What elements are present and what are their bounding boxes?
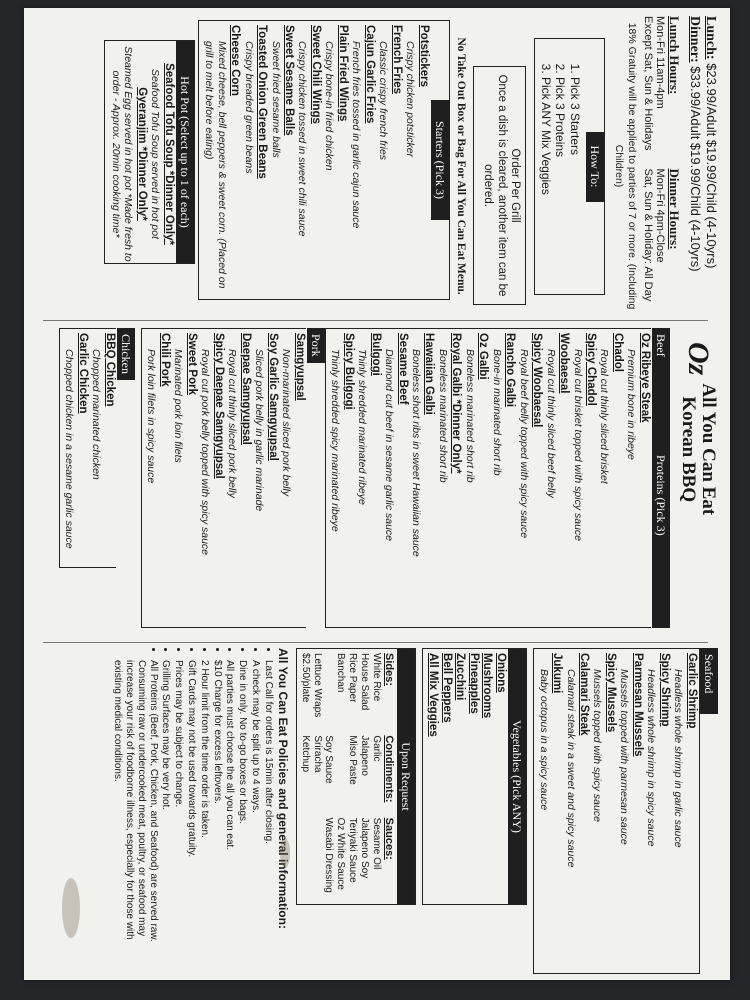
beef-item bbox=[410, 333, 436, 627]
pork-list bbox=[141, 328, 306, 628]
policy-item: • A check may be split up to 4 ways. bbox=[249, 660, 261, 974]
title-line-2: Korean BBQ bbox=[678, 396, 700, 503]
condiment-cell: Miso Paste bbox=[346, 735, 358, 785]
proteins-title: Proteins (Pick 3) bbox=[652, 363, 670, 628]
pork-desc: Royal cut thinly sliced pork belly bbox=[226, 349, 239, 498]
starter-name: Cajun Garlic Fries bbox=[363, 25, 376, 124]
condiment-cell bbox=[334, 735, 346, 817]
pork-name: Soy Garlic Samgyupsal bbox=[266, 333, 279, 461]
beef-name: Oz Ribeye Steak bbox=[638, 333, 651, 423]
vegetable-item: Zucchini bbox=[454, 653, 467, 701]
seafood-desc: Headless whole shrimp in garlic sauce bbox=[672, 669, 685, 848]
side-cell: Rice Paper bbox=[346, 653, 358, 703]
policy-item: • Last Call for orders is 15min after closing. bbox=[262, 660, 274, 974]
beef-name: Spicy Woobaesal bbox=[531, 333, 544, 428]
starter-item bbox=[350, 25, 376, 299]
how-to-step: 1. Pick 3 Starters bbox=[567, 77, 581, 294]
pork-desc: Pork loin filets in spicy sauce bbox=[145, 349, 158, 484]
starter-item bbox=[242, 25, 268, 299]
seafood-label: Seafood bbox=[700, 648, 718, 714]
seafood-name: Parmesan Mussels bbox=[631, 653, 644, 757]
seafood-name: Garlic Shrimp bbox=[685, 653, 698, 729]
beef-item bbox=[598, 333, 624, 627]
starter-name: French Fries bbox=[390, 25, 403, 95]
vegetables-box bbox=[422, 648, 528, 905]
right-column bbox=[110, 648, 718, 974]
weekend-hours: Sat, Sun & Holiday: All Day bbox=[641, 168, 654, 302]
beef-desc: Bone-in marinated short rib bbox=[490, 349, 503, 476]
chicken-label: Chicken bbox=[117, 328, 135, 380]
starter-name: Sweet Sesame Balls bbox=[283, 25, 296, 136]
how-to-steps bbox=[539, 39, 581, 294]
restaurant-title bbox=[678, 383, 718, 515]
beef-name: Spicy Bulgogi bbox=[342, 333, 355, 410]
starter-desc: Crispy chicken potsticker bbox=[404, 41, 417, 158]
beef-desc: Royal beef belly topped with spicy sauce bbox=[517, 349, 530, 539]
column-divider bbox=[43, 320, 708, 321]
beef-desc: Thinly shredded spicy marinated ribeye bbox=[329, 349, 342, 532]
seafood-name: Spicy Shrimp bbox=[658, 653, 671, 727]
how-to-step: 2. Pick 3 Proteins bbox=[553, 77, 567, 294]
beef-item bbox=[329, 333, 355, 627]
side-cell: Banchan bbox=[335, 653, 347, 693]
pork-desc: Marinated pork loin filets bbox=[172, 349, 185, 463]
seafood-item bbox=[672, 653, 698, 973]
lunch-label: Lunch: bbox=[703, 16, 718, 60]
dinner-prices: $33.99/Adult $19.99/Child (4-10yrs) bbox=[687, 66, 703, 272]
menu-paper bbox=[24, 8, 730, 980]
vegetable-item: Pineapples bbox=[467, 653, 480, 714]
gratuity-note: 18% Gratuity will be applied to parties of 7 or more. (Including Children) bbox=[613, 22, 638, 310]
sauce-cell: Sesame Oil bbox=[370, 817, 382, 870]
side-cell: House Salad bbox=[358, 653, 370, 711]
starter-name: Plain Fried Wings bbox=[336, 25, 349, 122]
policy-item: • Grilling Surfaces may be very hot. bbox=[160, 660, 172, 974]
policy-item: • $10 Charge for excess leftovers. bbox=[211, 660, 223, 974]
seafood-list bbox=[533, 648, 700, 974]
dinner-label: Dinner: bbox=[686, 16, 702, 63]
dinner-hours-title: Dinner Hours: bbox=[666, 168, 682, 250]
beef-item bbox=[517, 333, 543, 627]
starter-name: Potstickers bbox=[417, 25, 430, 88]
beef-label: Beef bbox=[652, 328, 670, 363]
policy-item: • All parties must choose the all you can eat. bbox=[224, 660, 236, 974]
beef-item bbox=[490, 333, 516, 627]
condiment-cell: Soy Sauce bbox=[323, 735, 335, 784]
lunch-hours-title: Lunch Hours: bbox=[666, 16, 682, 95]
chicken-header bbox=[117, 328, 135, 568]
column-divider bbox=[43, 642, 708, 643]
vegetable-item: Mushrooms bbox=[481, 653, 494, 719]
condiment-cell: Garlic bbox=[370, 735, 382, 762]
proteins-header bbox=[652, 328, 670, 628]
pork-item bbox=[226, 333, 252, 627]
vegetable-item: All Mix Veggies bbox=[427, 653, 440, 737]
vegetable-item: Onions bbox=[495, 653, 508, 693]
how-to-box bbox=[534, 38, 605, 295]
condiment-cell: Jalapeno bbox=[358, 735, 370, 776]
beef-desc: Boneless marinated short rib bbox=[436, 349, 449, 483]
left-column bbox=[104, 16, 718, 316]
condiments-header: Condiments: bbox=[382, 735, 395, 803]
starter-desc: Sweet fried sesame balls bbox=[269, 41, 282, 158]
pork-item bbox=[253, 333, 279, 627]
dinner-hours-time: Mon-Fri 4pm-Close bbox=[654, 168, 667, 263]
seafood-desc: Mussels topped with parmesan sauce bbox=[618, 669, 631, 845]
beef-desc: Boneless short ribs in sweet Hawaiian sauce bbox=[409, 349, 422, 557]
pork-item bbox=[199, 333, 225, 627]
beef-name: Woobaesal bbox=[558, 333, 571, 394]
seafood-desc: Baby octopus in a spicy sauce bbox=[537, 669, 550, 811]
beef-desc: Diamond cut beef in sesame garlic sauce bbox=[382, 349, 395, 542]
dinner-price bbox=[686, 16, 702, 316]
vegetables-list bbox=[423, 653, 507, 904]
lunch-hours-time: Mon-Fri 11am-4pm bbox=[654, 16, 667, 109]
seafood-item bbox=[618, 653, 644, 973]
pork-name: Spicy Daepae Samgyupsal bbox=[212, 333, 225, 479]
starter-item bbox=[404, 25, 430, 299]
starter-desc: Mixed cheese, bell peppers & sweet corn. (Placed on grill to melt before eating) bbox=[203, 41, 228, 289]
beef-name: Hawaiian Galbi bbox=[423, 333, 436, 415]
starter-item bbox=[203, 25, 241, 299]
seafood-name: Spicy Mussels bbox=[605, 653, 618, 733]
policies-list bbox=[111, 648, 273, 974]
sauce-cell: Oz White Sauce bbox=[335, 817, 347, 890]
hotpot-item bbox=[149, 45, 175, 263]
side-cell bbox=[323, 653, 335, 735]
no-takeout-note: No Take Out Box or Bag For All You Can Eat Menu. bbox=[455, 37, 468, 295]
policy-item: • All Proteins (Beef, Pork, Chicken, and Seafood) are served raw. Consuming raw or undercooked meat, poultry, or seafood may increase your risk of foodborne illness, especially for those with existing medical conditions. bbox=[111, 660, 158, 974]
starter-name: Sweet Chili Wings bbox=[310, 25, 323, 124]
policies-title: All You Can Eat Policies and general information: bbox=[275, 648, 290, 929]
upon-request-title: Upon Request bbox=[397, 649, 415, 904]
paper-stain bbox=[62, 878, 80, 938]
lunch-hours-except: Except Sat, Sun & Holidays bbox=[641, 16, 654, 151]
beef-name: Royal Galbi *Dinner Only* bbox=[450, 333, 463, 474]
chicken-list bbox=[59, 328, 116, 568]
sauce-cell: Wasabi Dressing bbox=[323, 817, 335, 893]
beef-desc: Premium bone in ribeye bbox=[625, 349, 638, 460]
vegetable-item: Bell Peppers bbox=[440, 653, 453, 723]
starter-desc: Crispy breaded green beans bbox=[242, 41, 255, 174]
hours bbox=[641, 16, 682, 316]
starter-desc: Crispy bone-in fried chicken bbox=[323, 41, 336, 171]
sauce-cell: Jalapeno Soy bbox=[358, 817, 370, 879]
starter-desc: French fries tossed in garlic cajun sauce bbox=[350, 41, 363, 229]
starters-title: Starters (Pick 3) bbox=[431, 100, 449, 220]
starters-box bbox=[198, 20, 450, 300]
chicken-desc: Chopped chicken in a sesame garlic sauce bbox=[63, 349, 76, 549]
policy-item: • Dine in only. No to-go boxes or bags. bbox=[236, 660, 248, 974]
seafood-desc: Mussels topped with spicy sauce bbox=[591, 669, 604, 822]
seafood-desc: Headless whole shrimp in spicy sauce bbox=[645, 669, 658, 847]
beef-desc: Boneless marinated short rib bbox=[463, 349, 476, 483]
pork-name: Sweet Pork bbox=[185, 333, 198, 395]
side-cell: Lettuce Wraps bbox=[311, 653, 323, 718]
starter-item bbox=[296, 25, 322, 299]
condiment-cell: Sriracha bbox=[311, 735, 323, 773]
starter-item bbox=[377, 25, 403, 299]
pork-item bbox=[145, 333, 171, 627]
hotpot-title: Hot Pot (Select up to 1 of each) bbox=[176, 41, 194, 263]
pork-desc: Non-marinated sliced pork belly bbox=[280, 349, 292, 497]
order-box bbox=[473, 66, 526, 305]
beef-name: Oz Galbi bbox=[477, 333, 490, 380]
starter-desc: Crispy chicken tossed in sweet chili sauce bbox=[296, 41, 309, 237]
upon-request-table bbox=[297, 649, 397, 904]
sauce-cell: Teriyaki Sauce bbox=[346, 817, 358, 883]
beef-item bbox=[463, 333, 489, 627]
paper-stain bbox=[280, 838, 290, 868]
pork-label: Pork bbox=[307, 328, 325, 363]
beef-desc: Royal cut thinly sliced brisket bbox=[598, 349, 611, 484]
order-line-1: Order Per Grill bbox=[509, 148, 522, 223]
how-to-step: 3. Pick ANY Mix Veggies bbox=[539, 77, 553, 294]
beef-name: Chadol bbox=[612, 333, 625, 372]
seafood-section bbox=[533, 648, 718, 974]
chicken-desc: Chopped marinated chicken bbox=[90, 349, 103, 480]
pork-name: Samgyupsal bbox=[293, 333, 306, 401]
logo-mark: Oz bbox=[681, 342, 715, 376]
pork-desc: Royal cut pork belly topped with spicy sauce bbox=[199, 349, 212, 556]
side-cell: White Rice bbox=[370, 653, 382, 702]
starter-name: Toasted Onion Green Beans bbox=[256, 25, 269, 179]
chicken-name: Garlic Chicken bbox=[76, 333, 89, 414]
beef-name: Spicy Chadol bbox=[585, 333, 598, 406]
seafood-name: Jukumi bbox=[551, 653, 564, 694]
hotpot-desc: Seafood Tofu Soup served in hot pot bbox=[149, 68, 162, 240]
beef-name: Sesame Beef bbox=[396, 333, 409, 405]
chicken-section bbox=[59, 328, 135, 568]
starter-desc: Classic crispy french fries bbox=[377, 41, 390, 161]
hotpot-box bbox=[104, 40, 194, 264]
sauce-cell bbox=[299, 818, 311, 900]
restaurant-logo bbox=[678, 342, 718, 638]
sauces-header: Sauces: bbox=[382, 817, 395, 860]
beef-list bbox=[325, 328, 651, 628]
pork-name: Chili Pork bbox=[158, 333, 171, 387]
beef-name: Bulgogi bbox=[369, 333, 382, 376]
pork-item bbox=[280, 333, 306, 627]
starter-item bbox=[323, 25, 349, 299]
seafood-item bbox=[591, 653, 617, 973]
policy-item: • Gift Cards may not be used towards gratuity. bbox=[185, 660, 197, 974]
chicken-item bbox=[90, 333, 116, 567]
beef-name: Rancho Galbi bbox=[504, 333, 517, 408]
beef-item bbox=[383, 333, 409, 627]
pork-header bbox=[307, 328, 325, 628]
sauce-cell bbox=[311, 818, 323, 900]
seafood-name: Calamari Steak bbox=[578, 653, 591, 736]
vegetables-title: Vegetables (Pick ANY) bbox=[508, 649, 526, 904]
seafood-item bbox=[564, 653, 590, 973]
beef-item bbox=[544, 333, 570, 627]
lunch-price bbox=[702, 16, 718, 316]
starter-name: Cheese Corn bbox=[229, 25, 242, 96]
lunch-prices: $23.99/Adult $19.99/Child (4-10yrs) bbox=[704, 63, 719, 269]
middle-column bbox=[59, 328, 718, 638]
beef-item bbox=[356, 333, 382, 627]
hotpot-name: Seafood Tofu Soup *Dinner Only* bbox=[162, 63, 175, 245]
chicken-name: BBQ Chicken bbox=[103, 333, 116, 407]
beef-item bbox=[571, 333, 597, 627]
policy-item: • 2 Hour limit from the time order is taken. bbox=[198, 660, 210, 974]
beef-desc: Thinly shredded marinated ribeye bbox=[356, 349, 369, 505]
sides-header: Sides: bbox=[382, 653, 395, 687]
pork-desc: Sliced pork belly in garlic marinade bbox=[253, 349, 266, 512]
beef-desc: Royal cut thinly sliced beef belly bbox=[544, 349, 557, 498]
order-line-2: Once a dish is cleared, another item can be ordered. bbox=[482, 74, 508, 297]
beef-item bbox=[436, 333, 462, 627]
menu-content bbox=[24, 8, 730, 980]
seafood-item bbox=[537, 653, 563, 973]
side-cell: $2.50/plate bbox=[299, 653, 311, 703]
policy-item: • Prices may be subject to change. bbox=[172, 660, 184, 974]
pork-item bbox=[172, 333, 198, 627]
chicken-item bbox=[63, 333, 89, 567]
beef-item bbox=[625, 333, 651, 627]
hotpot-desc: Steamed Egg served in hot pot *Made fresh to order - Approx. 20min cooking time* bbox=[109, 46, 135, 262]
seafood-item bbox=[645, 653, 671, 973]
beef-desc: Royal cut brisket topped with spicy sauce bbox=[571, 349, 584, 542]
starter-item bbox=[269, 25, 295, 299]
hotpot-item bbox=[109, 45, 147, 263]
pork-name: Daepae Samgyupsal bbox=[239, 333, 252, 445]
hotpot-name: Gyeranjim *Dinner Only* bbox=[135, 87, 148, 221]
title-line-1: All You Can Eat bbox=[698, 383, 719, 516]
seafood-desc: Calamari steak in a sweet and spicy sauce bbox=[564, 669, 577, 868]
how-to-title: How To: bbox=[586, 132, 604, 202]
upon-request-box bbox=[296, 648, 416, 905]
proteins-section bbox=[59, 328, 670, 628]
condiment-cell: Ketchup bbox=[299, 735, 311, 773]
